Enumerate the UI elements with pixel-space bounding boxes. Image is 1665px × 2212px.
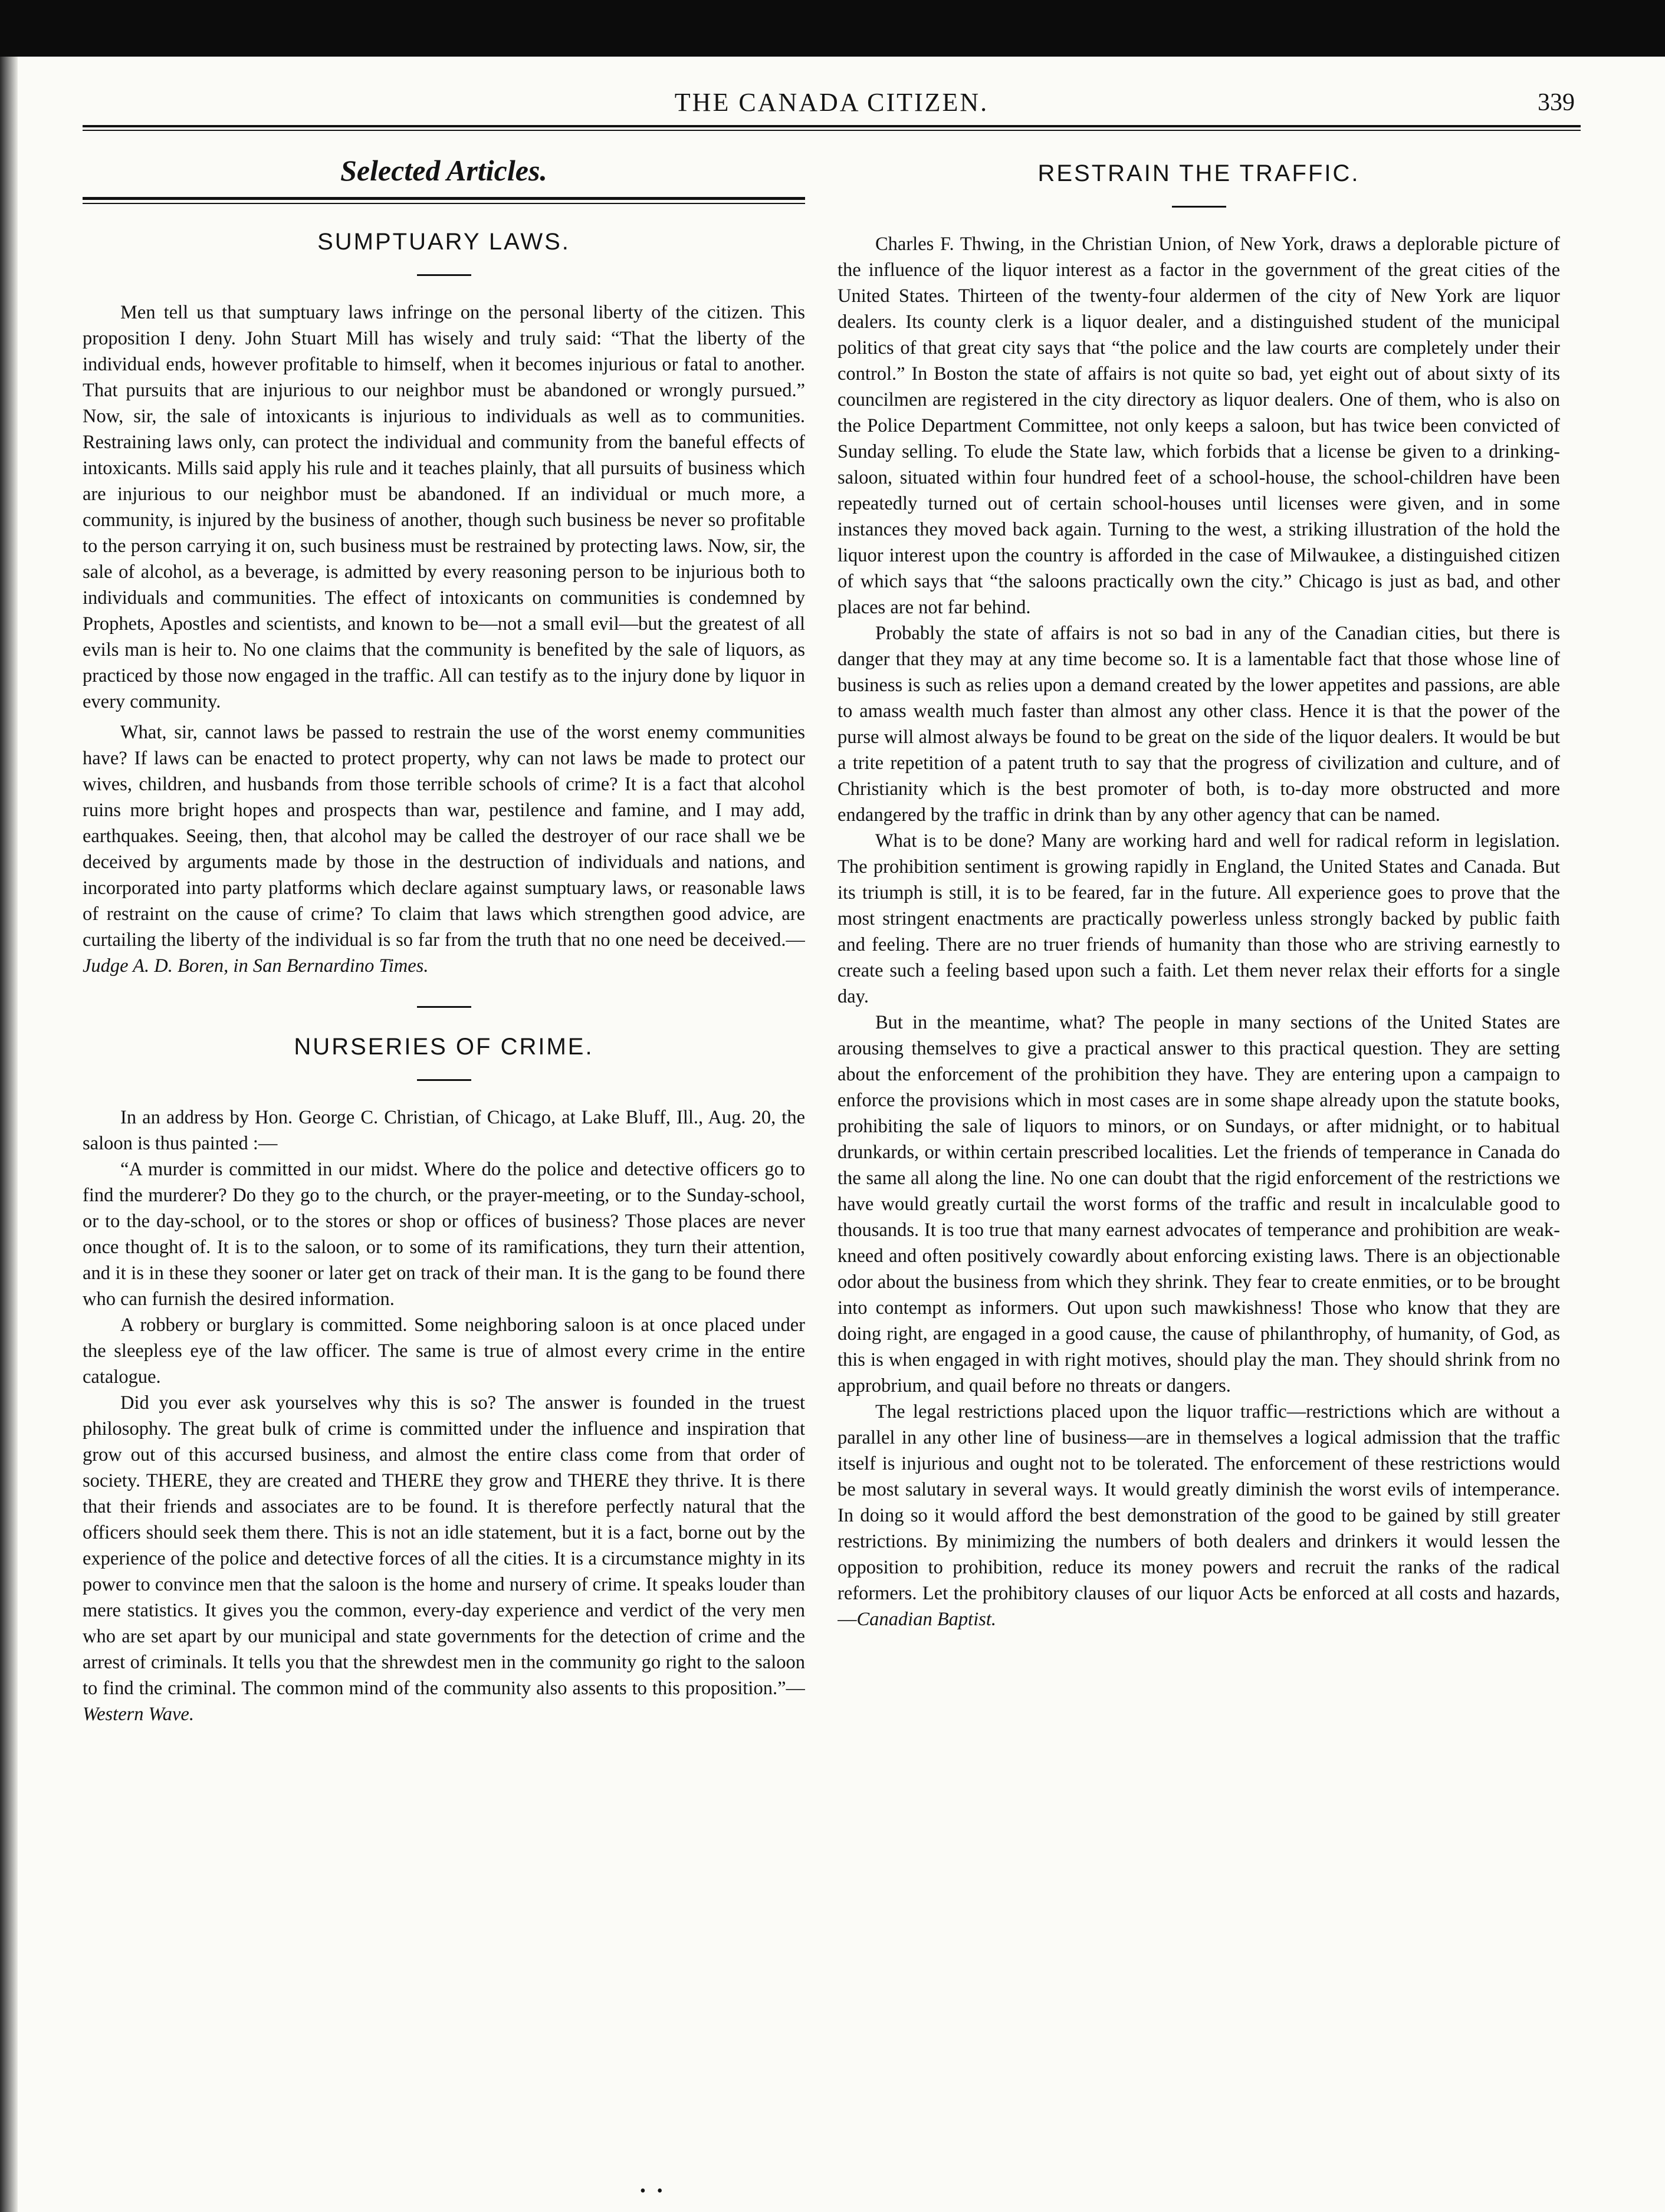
title-rule	[417, 1079, 471, 1081]
article-nurseries-of-crime	[83, 1034, 805, 1727]
article-paragraph: But in the meantime, what? The people in many sections of the United States are arousing themselves to give a practical answer to this practical question. They are setting about the enforcement of the prohibition they have. They are entering upon a campaign to enforce the provisions which in most cases are in some shape already upon the statute books, prohibiting the sale of liquors to minors, or on Sundays, or after midnight, or to habitual drunkards, or within certain prescribed localities. Let the friends of temperance in Canada do the same all along the line. No one can doubt that the rigid enforcement of the restrictions we have would greatly curtail the worst forms of the traffic and result in incalculable good to thousands. It is too true that many earnest advocates of temperance and prohibition are weak-kneed and often positively cowardly about enforcing existing laws. There is an objectionable odor about the business from which they shrink. They fear to create enmities, or to be brought into contempt as informers. Out upon such mawkishness! Those who know that they are doing right, are engaged in a good cause, the cause of philanthrophy, of humanity, of God, as this is when engaged in with right motives, should play the man. They should shrink from no approbrium, and quail before no threats or dangers.	[838, 1012, 1560, 1396]
article-paragraph: A robbery or burglary is committed. Some neighboring saloon is at once placed under the sleepless eye of the law officer. The same is true of almost every crime in the entire catalogue.	[83, 1314, 805, 1388]
article-paragraph: In an address by Hon. George C. Christian, of Chicago, at Lake Bluff, Ill., Aug. 20, the saloon is thus painted :—	[83, 1107, 805, 1154]
header-rule	[83, 125, 1581, 131]
paragraph-text: What, sir, cannot laws be passed to restrain the use of the worst enemy communities have? If laws can be enacted to protect property, why can not laws be made to protect our wives, children, and husbands from those terrible schools of crime? It is a fact that alcohol ruins more bright hopes and prospects than war, pestilence and famine, and I may add, earthquakes. Seeing, then, that alcohol may be called the destroyer of our race shall we be deceived by arguments made by those in the destruction of individuals and nations, and incorporated into party platforms which declare against sumptuary laws, or reasonable laws of restraint on the cause of crime? To claim that laws which strengthen good advice, are curtailing the liberty of the individual is so far from the truth that no one need be deceived.—	[83, 722, 805, 951]
paragraph-text: The legal restrictions placed upon the liquor traffic—restrictions which are without a parallel in any other line of business—are in themselves a logical admission that the traffic itself is injurious and ought not to be tolerated. The enforcement of these restrictions would be most salutary in several ways. It would greatly diminish the worst evils of intemperance. In doing so it would afford the best demonstration of the good to be gained by still greater restrictions. By minimizing the numbers of both dealers and drinkers it would lessen the opposition to prohibition, reduce its money powers and recruit the ranks of the radical reformers. Let the prohibitory clauses of our liquor Acts be enforced at all costs and hazards,—	[838, 1401, 1560, 1630]
article-title: RESTRAIN THE TRAFFIC.	[1037, 160, 1360, 186]
right-column	[838, 147, 1560, 2176]
article-credit: Judge A. D. Boren, in San Bernardino Times.	[83, 955, 429, 977]
article-credit: Western Wave.	[83, 1704, 194, 1725]
section-heading-selected-articles: Selected Articles.	[340, 154, 547, 187]
article-title: SUMPTUARY LAWS.	[317, 229, 570, 255]
article-separator-rule	[417, 1006, 471, 1008]
paragraph-text: Did you ever ask yourselves why this is so? The answer is founded in the truest philosophy. The great bulk of crime is committed under the influence and inspiration that grow out of this accursed business, and almost the entire class come from that order of society. THERE, they are created and THERE they grow and THERE they thrive. It is there that their friends and associates are to be found. It is therefore perfectly natural that the officers should seek them there. This is not an idle statement, but it is a fact, borne out by the experience of the police and detective forces of all the cities. It is a circumstance mighty in its power to convince men that the saloon is the home and nursery of crime. It speaks louder than mere statistics. It gives you the common, every-day experience and verdict of the very men who are set apart by our municipal and state governments for the detection of crime and the arrest of criminals. It tells you that the shrewdest men in the community go right to the saloon to find the criminal. The common mind of the community also assents to this proposition.”—	[83, 1392, 805, 1699]
article-paragraph	[83, 719, 805, 979]
page-number: 339	[1538, 89, 1575, 116]
scan-left-binding-edge	[0, 57, 18, 2212]
article-title: NURSERIES OF CRIME.	[294, 1034, 594, 1060]
section-double-rule	[83, 197, 805, 204]
article-paragraph: “A murder is committed in our midst. Where do the police and detective officers go to find the murderer? Do they go to the church, or the prayer-meeting, or to the Sunday-school, or to the day-school, or to the stores or shop or offices of business? Those places are never once thought of. It is to the saloon, or to some of its ramifications, they turn their attention, and it is in these they sooner or later get on track of their man. It is the gang to be found there who can furnish the desired information.	[83, 1159, 805, 1310]
left-column	[83, 147, 805, 2176]
running-head	[83, 87, 1581, 123]
article-sumptuary-laws	[83, 229, 805, 979]
article-paragraph: Probably the state of affairs is not so bad in any of the Canadian cities, but there is danger that they may at any time become so. It is a lamentable fact that those whose line of business is such as relies upon a demand created by the lower appetites and passions, are able to amass wealth much faster than almost any other class. Hence it is that the power of the purse will almost always be found to be great on the side of the liquor dealers. It would be but a trite repetition of a patent truth to say that the progress of civilization and culture, and of Christianity which is the best promoter of both, is to-day more obstructed and more endangered by the traffic in drink than by any other agency that can be named.	[838, 623, 1560, 826]
footer-marks: • •	[640, 2182, 666, 2200]
masthead: THE CANADA CITIZEN.	[674, 88, 989, 117]
article-paragraph	[838, 1399, 1560, 1632]
article-paragraph	[83, 1390, 805, 1727]
title-rule	[1172, 206, 1226, 208]
scan-top-border	[0, 0, 1665, 57]
article-paragraph: Charles F. Thwing, in the Christian Union, of New York, draws a deplorable picture of the influence of the liquor interest as a factor in the government of the great cities of the United States. Thirteen of the twenty-four aldermen of the city of New York are liquor dealers. Its county clerk is a liquor dealer, and a distinguished student of the municipal politics of that great city says that “the police and the law courts are completely under their control.” In Boston the state of affairs is not quite so bad, yet eight out of about sixty of its councilmen are registered in the city directory as liquor dealers. One of them, who is also on the Police Department Committee, not only keeps a saloon, but has twice been convicted of Sunday selling. To elude the State law, which forbids that a license be given to a drinking-saloon, situated within four hundred feet of a school-house, the school-children have been repeatedly turned out of certain school-houses until licenses were given, and in some instances they moved back again. Turning to the west, a striking illustration of the hold the liquor interest upon the country is afforded in the case of Milwaukee, a distinguished citizen of which says that “the saloons practically own the city.” Chicago is just as bad, and other places are not far behind.	[838, 234, 1560, 618]
title-rule	[417, 274, 471, 276]
article-paragraph: What is to be done? Many are working hard and well for radical reform in legislation. The prohibition sentiment is growing rapidly in England, the United States and Canada. But its triumph is still, it is to be feared, far in the future. All experience goes to prove that the most stringent enactments are practically powerless unless strongly backed by public faith and feeling. There are no truer friends of humanity than those who are striving earnestly to create such a feeling based upon such a faith. Let them never relax their efforts for a single day.	[838, 830, 1560, 1007]
article-credit: Canadian Baptist.	[856, 1609, 997, 1630]
article-restrain-the-traffic	[838, 160, 1560, 1632]
article-paragraph: Men tell us that sumptuary laws infringe on the personal liberty of the citizen. This proposition I deny. John Stuart Mill has wisely and truly said: “That the liberty of the individual ends, however profitable to himself, when it becomes injurious or fatal to another. That pursuits that are injurious to our neighbor must be abandoned or wrongly pursued.” Now, sir, the sale of intoxicants is injurious to individuals as well as to communities. Restraining laws only, can protect the individual and community from the baneful effects of intoxicants. Mills said apply his rule and it teaches plainly, that all pursuits of business which are injurious to our neighbor must be abandoned. If an individual or much more, a community, is injured by the business of another, though such business be never so profitable to the person carrying it on, such business must be restrained by protecting laws. Now, sir, the sale of alcohol, as a beverage, is admitted by every reasoning person to be injurious both to individuals and communities. The effect of intoxicants on communities is condemned by Prophets, Apostles and scientists, and known to be—not a small evil—but the greatest of all evils man is heir to. No one claims that the community is benefited by the sale of liquors, as practiced by those now engaged in the traffic. All can testify as to the injury done by liquor in every community.	[83, 302, 805, 712]
